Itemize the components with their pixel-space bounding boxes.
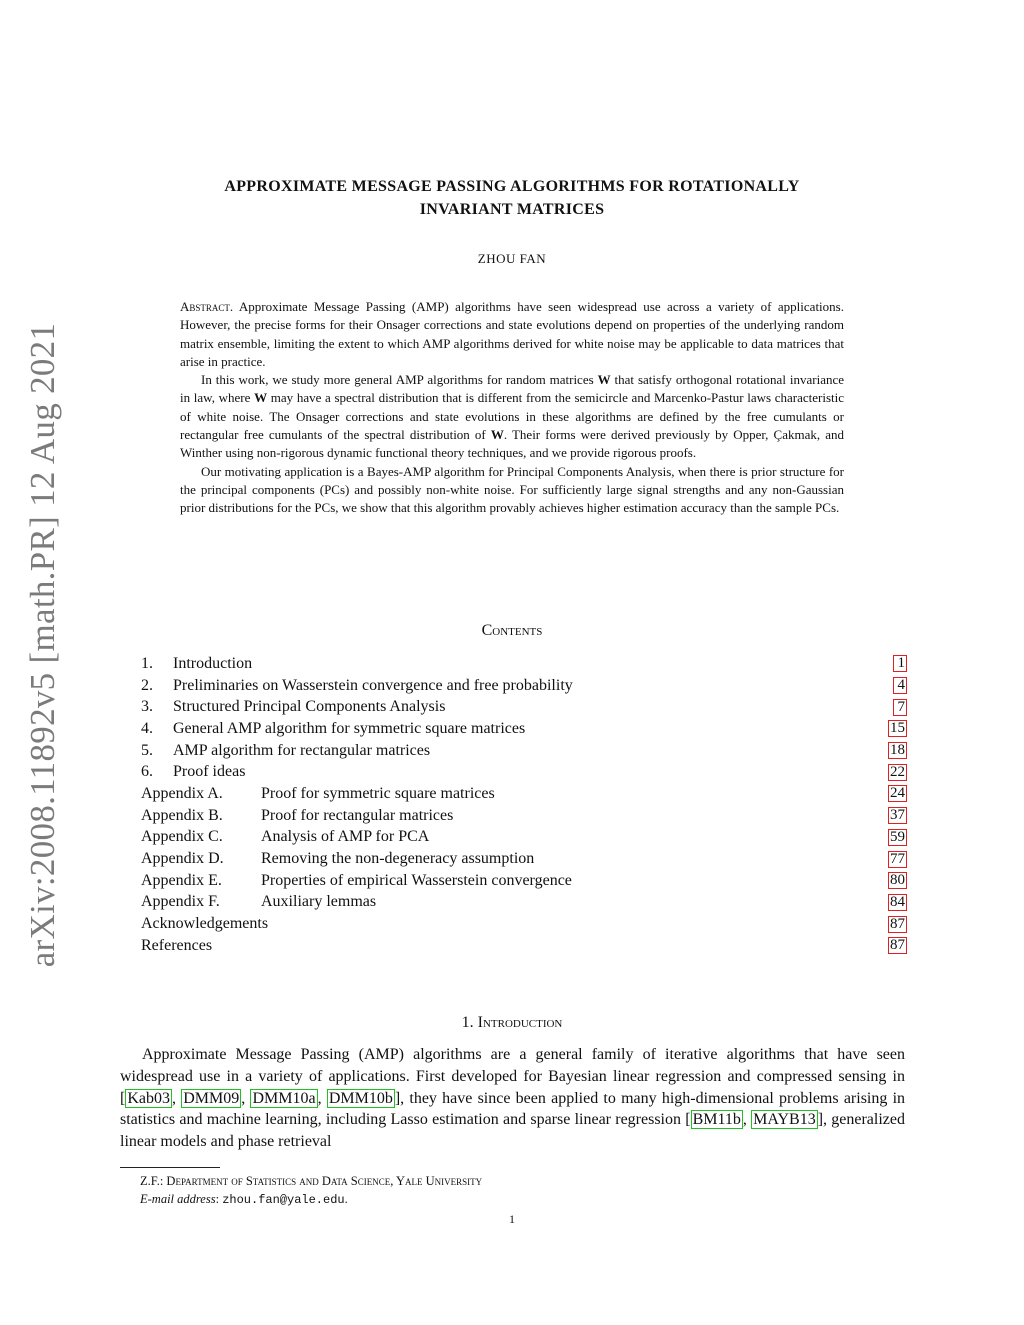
toc-entry-label: Preliminaries on Wasserstein convergence and free probability (173, 676, 573, 694)
citation-separator: , (317, 1089, 327, 1107)
toc-entry[interactable] (141, 675, 907, 697)
abstract-label: Abstract. (180, 299, 234, 314)
toc-page-link[interactable]: 84 (890, 893, 905, 910)
toc-page-link[interactable]: 1 (893, 655, 907, 672)
introduction-heading (120, 1014, 904, 1032)
toc-entry[interactable] (141, 935, 907, 957)
matrix-symbol: W (254, 390, 268, 406)
toc-entry-label: Auxiliary lemmas (261, 893, 377, 911)
author-name: ZHOU FAN (477, 251, 547, 266)
toc-entry[interactable] (141, 718, 907, 740)
toc-entry-number: Appendix E. (141, 871, 222, 889)
abstract-paragraph-1 (180, 298, 844, 371)
toc-entry-label: References (141, 936, 213, 954)
toc-page-link[interactable]: 37 (890, 807, 905, 824)
title-line-2: INVARIANT MATRICES (419, 201, 605, 218)
introduction-paragraph (120, 1044, 905, 1153)
toc-entry-number: Appendix D. (141, 850, 224, 868)
toc-entry-label: Analysis of AMP for PCA (261, 828, 430, 846)
toc-page-link[interactable]: 87 (890, 915, 905, 932)
citation-separator: , (171, 1089, 182, 1107)
page-number: 1 (509, 1212, 515, 1226)
abstract (180, 298, 844, 518)
abstract-text-2a: In this work, we study more general AMP algorithms for random matrices (201, 372, 598, 388)
toc-entry-number: 2. (141, 676, 153, 694)
toc-entry-number: 6. (141, 763, 153, 781)
toc-page-link[interactable]: 24 (890, 785, 905, 802)
toc-entry[interactable] (141, 696, 907, 718)
abstract-text-2b: that satisfy orthogonal rotational invariance in law, where (180, 372, 844, 406)
toc-entry[interactable] (141, 892, 907, 914)
title-line-1: APPROXIMATE MESSAGE PASSING ALGORITHMS FOR ROTATIONALLY (224, 178, 800, 195)
arxiv-identifier: arXiv:2008.11892v5 [math.PR] 12 Aug 2021 (23, 322, 62, 968)
toc-page-link[interactable]: 22 (890, 763, 905, 780)
arxiv-side-stamp (22, 322, 64, 968)
matrix-symbol: W (597, 372, 611, 388)
toc-entry[interactable] (141, 653, 907, 675)
citation-separator: , (742, 1111, 752, 1129)
toc-page-link[interactable]: 4 (893, 677, 907, 694)
toc-entry[interactable] (141, 783, 907, 805)
toc-page-link[interactable]: 18 (890, 742, 905, 759)
toc-page-link[interactable]: 7 (893, 699, 907, 716)
abstract-text-2d: . Their forms were derived previously by Opper, Çakmak, and Winther using non-rigorous dynamic functional theory techniques, and we provide rigorous proofs. (180, 427, 844, 461)
section-title: Introduction (477, 1014, 563, 1031)
toc-page-link[interactable]: 77 (890, 850, 905, 867)
table-of-contents (141, 653, 907, 957)
toc-entry[interactable] (141, 870, 907, 892)
footnote (140, 1172, 900, 1209)
intro-text-b: ], they have since been applied to many high-dimensional problems arising in statistics and machine learning, including Lasso estimation and sparse linear regression [ (120, 1089, 906, 1129)
email-address[interactable]: zhou.fan@yale.edu (222, 1193, 345, 1207)
paper-title (120, 175, 904, 221)
toc-entry-label: General AMP algorithm for symmetric square matrices (173, 719, 526, 737)
toc-page-link[interactable]: 87 (890, 937, 905, 954)
author-affiliation: Z.F.: Department of Statistics and Data Science, Yale University (140, 1174, 483, 1188)
toc-entry-label: Proof for rectangular matrices (261, 806, 454, 824)
toc-entry[interactable] (141, 848, 907, 870)
citation-link[interactable]: DMM10b (328, 1089, 393, 1107)
toc-entry-label: Removing the non-degeneracy assumption (261, 850, 535, 868)
toc-entry[interactable] (141, 740, 907, 762)
toc-entry-number: 4. (141, 719, 153, 737)
section-number: 1. (461, 1014, 474, 1031)
toc-entry-number: Appendix C. (141, 828, 223, 846)
abstract-text-2c: may have a spectral distribution that is different from the semicircle and Marcenko-Pastur laws characteristic of white noise. The Onsager corrections and state evolutions in these algorithms are defined by the free cumulants or rectangular free cumulants of the spectral distribution of (180, 390, 844, 443)
toc-entry-number: Appendix B. (141, 806, 223, 824)
toc-entry-number: Appendix A. (141, 784, 223, 802)
toc-entry-label: Acknowledgements (141, 915, 269, 933)
email-line: E-mail address: zhou.fan@yale.edu. (140, 1192, 348, 1207)
matrix-symbol: W (490, 427, 504, 443)
citation-link[interactable]: DMM09 (183, 1089, 240, 1107)
toc-entry-number: 5. (141, 741, 153, 759)
toc-entry[interactable] (141, 827, 907, 849)
toc-entry-label: Structured Principal Components Analysis (173, 698, 446, 716)
citation-link[interactable]: BM11b (692, 1111, 741, 1129)
intro-text-a: Approximate Message Passing (AMP) algorithms are a general family of iterative algorithms that have seen widespread use in a variety of applications. First developed for Bayesian linear regression and compressed sensing in [ (120, 1046, 905, 1107)
toc-entry-label: Properties of empirical Wasserstein convergence (261, 871, 572, 889)
abstract-paragraph-3: Our motivating application is a Bayes-AMP algorithm for Principal Components Analysis, when there is prior structure for the principal components (PCs) and possibly non-white noise. For sufficiently large signal strengths and any non-Gaussian prior distributions for the PCs, we show that this algorithm provably achieves higher estimation accuracy than the sample PCs. (180, 463, 844, 516)
toc-entry-label: Introduction (173, 654, 253, 672)
toc-entry-number: Appendix F. (141, 893, 220, 911)
citation-link[interactable]: MAYB13 (753, 1111, 816, 1129)
toc-entry-label: AMP algorithm for rectangular matrices (173, 741, 431, 759)
toc-entry[interactable] (141, 761, 907, 783)
toc-entry-number: 1. (141, 654, 153, 672)
abstract-text-1: Approximate Message Passing (AMP) algorithms have seen widespread use across a variety of applications. However, the precise forms for their Onsager corrections and state evolutions depend on properties of the underlying random matrix ensemble, limiting the extent to which AMP algorithms derived for white noise may be applicable to data matrices that arise in practice. (180, 299, 844, 369)
toc-page-link[interactable]: 15 (890, 720, 905, 737)
toc-entry-label: Proof for symmetric square matrices (261, 784, 495, 802)
toc-entry[interactable] (141, 913, 907, 935)
abstract-paragraph-2 (180, 371, 844, 462)
introduction-body (120, 1044, 905, 1153)
email-end: . (344, 1192, 348, 1206)
citation-link[interactable]: Kab03 (127, 1089, 170, 1107)
contents-heading: Contents (481, 622, 543, 639)
toc-entry[interactable] (141, 805, 907, 827)
citation-link[interactable]: DMM10a (252, 1089, 316, 1107)
footnote-rule (120, 1167, 220, 1168)
toc-page-link[interactable]: 59 (890, 828, 905, 845)
intro-text-c: ], generalized linear models and phase retrieval (120, 1111, 906, 1151)
toc-entry-number: 3. (141, 698, 153, 716)
toc-entry-label: Proof ideas (173, 763, 246, 781)
citation-separator: , (241, 1089, 251, 1107)
toc-page-link[interactable]: 80 (890, 872, 905, 889)
email-label: E-mail address (140, 1192, 216, 1206)
